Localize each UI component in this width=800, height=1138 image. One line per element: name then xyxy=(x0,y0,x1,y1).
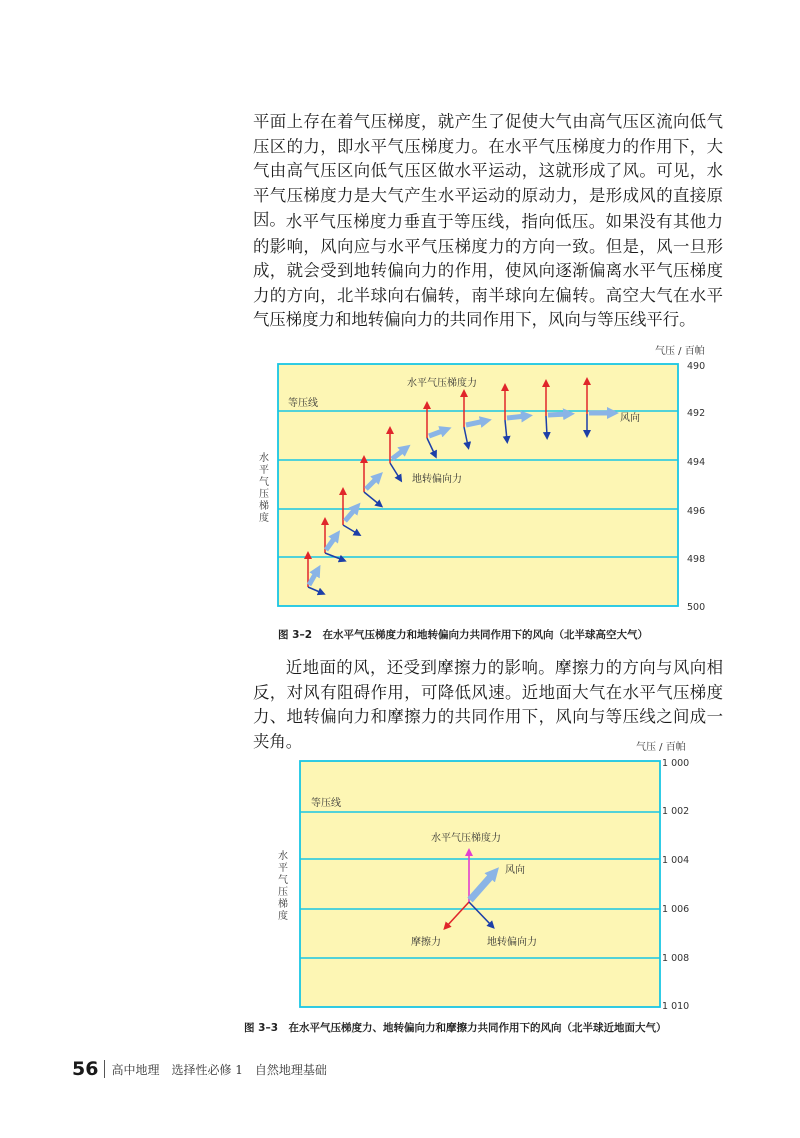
fig2-coriolis-label: 地转偏向力 xyxy=(487,937,537,948)
fig1-unit-label: 气压 / 百帕 xyxy=(655,346,705,357)
paragraph-2: 水平气压梯度力垂直于等压线，指向低压。如果没有其他力的影响，风向应与水平气压梯度力的方向一致。但是，风一旦形成，就会受到地转偏向力的作用，使风向逐渐偏离水平气压梯度力的方向，北半球向右偏转，南半球向左偏转。高空大气在水平气压梯度力和地转偏向力的共同作用下，风向与等压线平行。 xyxy=(253,212,723,330)
fig1-coriolis-label: 地转偏向力 xyxy=(412,474,462,485)
fig1-isobar-value-5: 498 xyxy=(687,554,706,565)
fig1-isobar-label: 等压线 xyxy=(288,398,318,409)
fig1-caption: 图 3–2 在水平气压梯度力和地转偏向力共同作用下的风向（北半球高空大气） xyxy=(278,629,649,641)
fig2-wind-label: 风向 xyxy=(505,865,525,876)
page-number: 56 xyxy=(72,1058,99,1080)
fig2-pgf-label: 水平气压梯度力 xyxy=(431,833,501,844)
fig1-pgf-label: 水平气压梯度力 xyxy=(407,378,477,389)
fig1-y-axis-label: 水平气压梯度 xyxy=(259,453,269,524)
fig2-isobar-value-5: 1 008 xyxy=(662,953,690,964)
fig2-isobar-label: 等压线 xyxy=(311,798,341,809)
paragraph-1: 平面上存在着气压梯度，就产生了促使大气由高气压区流向低气压区的力，即水平气压梯度力。在水平气压梯度力的作用下，大气由高气压区向低气压区做水平运动，这就形成了风。可见，水平气压梯度力是大气产生水平运动的原动力，是形成风的直接原因。 xyxy=(253,112,723,230)
fig2-friction-label: 摩擦力 xyxy=(411,937,441,948)
fig2-isobar-value-2: 1 002 xyxy=(662,806,690,817)
fig2-y-axis-label: 水平气压梯度 xyxy=(278,851,288,922)
fig2-unit-label: 气压 / 百帕 xyxy=(636,742,686,753)
fig1-isobar-value-3: 494 xyxy=(687,457,706,468)
page-footer xyxy=(72,1058,327,1080)
footer-divider xyxy=(104,1060,105,1078)
fig1-coriolis-arrow-9 xyxy=(546,416,547,436)
fig1-isobar-value-2: 492 xyxy=(687,408,706,419)
fig1-wind-arrow-8 xyxy=(507,416,526,418)
figure-3-3 xyxy=(270,752,730,1012)
fig1-wind-arrow-9 xyxy=(548,414,568,415)
book-title: 高中地理 选择性必修 1 自然地理基础 xyxy=(111,1062,327,1077)
figure-3-2 xyxy=(250,355,720,617)
fig2-isobar-value-6: 1 010 xyxy=(662,1001,690,1012)
fig2-isobar-value-3: 1 004 xyxy=(662,855,690,866)
fig1-panel xyxy=(278,364,678,606)
fig1-isobar-value-4: 496 xyxy=(687,506,706,517)
fig1-isobar-value-6: 500 xyxy=(687,602,706,613)
fig1-wind-label: 风向 xyxy=(620,413,640,424)
fig2-isobar-value-1: 1 000 xyxy=(662,758,690,769)
fig2-caption: 图 3–3 在水平气压梯度力、地转偏向力和摩擦力共同作用下的风向（北半球近地面大气） xyxy=(244,1022,667,1034)
fig1-isobar-value-1: 490 xyxy=(687,361,706,372)
paragraph-3: 近地面的风，还受到摩擦力的影响。摩擦力的方向与风向相反，对风有阻碍作用，可降低风速。近地面大气在水平气压梯度力、地转偏向力和摩擦力的共同作用下，风向与等压线之间成一夹角。 xyxy=(253,658,723,751)
fig2-isobar-value-4: 1 006 xyxy=(662,904,690,915)
